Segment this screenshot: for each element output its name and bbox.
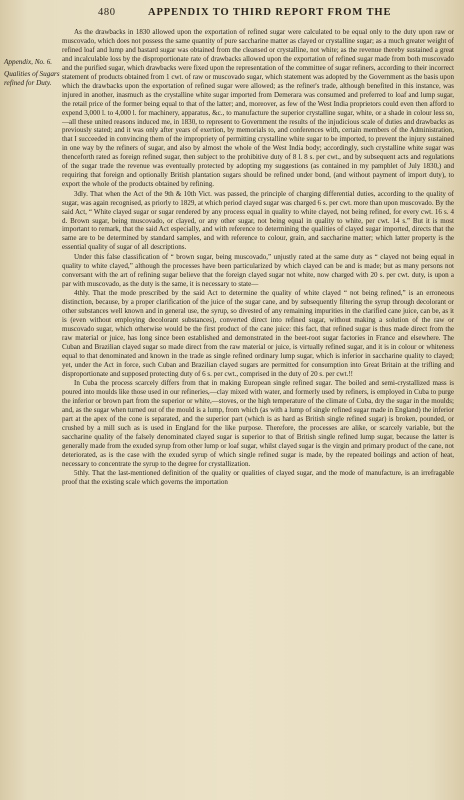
margin-notes xyxy=(4,58,60,91)
paragraph: 3dly. That when the Act of the 9th & 10th Vict. was passed, the principle of charging differential duties, according to the quality of sugar, was again recognised, as priorly to 1829, at which period clayed sugar was charged 6 s. per cwt. more than upon muscovado. By the said Act, “ White clayed sugar or sugar rendered by any process equal in quality to white clayed, not being refined, for every cwt. 16 s. 4 d. Brown sugar, being muscovado, or clayed, or any other sugar, not being equal in quality to white, per cwt. 14 s.” But it is most important to remark, that the said Act especially, and with reference to determining the qualities of clayed sugar imported, directs that the same are to be determined by standard samples, and with reference to colour, grain, and saccharine matter; which latter property is the essential quality of sugar of all descriptions. xyxy=(62,189,454,252)
margin-note-appendix: Appendix, No. 6. xyxy=(4,58,53,66)
page-header xyxy=(8,7,454,21)
paragraph: As the drawbacks in 1830 allowed upon the exportation of refined sugar were calculated to be equal only to the duty upon raw or muscovado, which does not possess the same quantity of pure saccharine matter as clayed or crystalline sugar; as a much greater weight of refined loaf and lump and bastard sugar was obtained from the cleansed or crystalline, not white; as the revenue thereby sustained a great and incalculable loss by the disproportionate rate of drawbacks allowed upon the exportation of refined sugar made from both muscovado and the purified sugar, which drawbacks were fixed upon the representation of the committee of sugar refiners, according to their incorrect statement of products obtained from 1 cwt. of raw or muscovado sugar, which statement was adopted by the Government as the basis upon which the drawbacks upon the exportation of refined sugar were allowed; as the refiner's trade, although benefited in this instance, was injured in another, inasmuch as the crystalline white sugar imported from Demerara was consumed and preferred to loaf and lump sugar, the retail price of the former being equal to that of the latter; and, moreover, as few of the West India proprietors could even then afford to expend 3,000 l. to 4,000 l. for machinery, apparatus, &c., to manufacture the superior crystalline sugar, white, or a shade in colour less so,—all these united reasons induced me, in 1830, to represent to Government the results of the injudicious scale of duties and drawbacks as previously stated; and it was only after years of exertion, by memorials to, and conferences with, certain members of the Administration, that I succeeded in convincing them of the impropriety of permitting crystalline white sugar to be imported, to prevent the injury sustained in one way by the refiners of sugar, and also by almost the whole of the West India body; accordingly, such crystalline white sugar was thenceforth rated as foreign refined sugar, then subject to the prohibitive duty of 8 l. 8 s. per cwt., and by subsequent acts and regulations of the sugar trade the revenue was eventually protected by adopting my suggestions (as contained in my pamphlet of July 1830,) and requiring that foreign and optionally British plantation sugars should be refined under bond, (and without payment of import duty), to export the whole of the products obtained by refining. xyxy=(62,28,454,189)
body-text xyxy=(62,28,454,487)
paragraph: 4thly. That the mode prescribed by the said Act to determine the quality of white clayed “ not being refined,” is an erroneous distinction, because, by a proper clarification of the juice of the sugar cane, and by subsequently filtering the syrup through decolorant or other substances well known and in general use, the syrup, so divested of any remaining impurities in the clarified cane juice, can be, as it is (even without employing decolorant substances), converted direct into refined sugar, without making a solution of the raw or muscovado sugar, which otherwise would be the first product of the cane juice: this fact, that refined sugar is thus made direct from the raw material or juice, has long since been established and demonstrated in the beet-root sugar factories in France and elsewhere. The Cuban and Brazilian clayed sugar so made direct from the raw material or juice, is virtually refined sugar, and it is in colour or whiteness equal to that denominated and known in the trade as single refined ordinary lump sugar, which is inferior in saccharine quality to clayed; yet, under the Act in force, such Cuban and Brazilian clayed sugars are permitted for consumption into Great Britain at the trifling and disproportionate and supposed protecting duty of 6 s. per cwt., comprised in the duty of 20 s. per cwt.!! xyxy=(62,289,454,378)
paragraph: In Cuba the process scarcely differs from that in making European single refined sugar. The boiled and semi-crystallized mass is poured into moulds like those used in our refineries,—clay mixed with water, and formerly used by refiners, is employed in Cuba to purge the inferior or brown part from the superior or white,—stoves, or the high temperature of the climate of Cuba, dry the sugar in the moulds; and, as the sugar when turned out of the mould is a lump, from which (as with a lump of single refined sugar made in England) the inferior part at the apex of the cone is separated, and the superior part (which is as hard as British single refined sugar) is broken, pounded, or crushed by a mill such as is used in England for the like purpose. Therefore, the processes are alike, or scarcely variable, but the saccharine quality of the falsely denominated clayed sugar is superior to that of British single refined lump sugar, because the latter is generally made from the exuded syrup from other lump or loaf sugar, whilst clayed sugar is the virgin and primary product of the cane, not deteriorated, as is the case with the exuded syrup of which single refined sugar is made, by the repeated boilings and action of heat, necessary to concentrate the syrup to the degree for crystallization. xyxy=(62,379,454,468)
running-title: APPENDIX TO THIRD REPORT FROM THE xyxy=(148,7,392,18)
page-number: 480 xyxy=(98,7,116,18)
margin-note-subject: Qualities of Sugars refined for Duty. xyxy=(4,70,60,87)
paragraph: 5thly. That the last-mentioned definition of the quality or qualities of clayed sugar, and the mode of manufacture, is an irrefragable proof that the existing scale which governs the importation xyxy=(62,469,454,487)
paragraph: Under this false classification of “ brown sugar, being muscovado,” unjustly rated at the same duty as “ clayed not being equal in quality to white clayed,” although the processes have been particularized by which clayed can be and is made; but as many persons not conversant with the art of refining sugar believe that the foreign clayed sugar not white, now charged with 20 s. per cwt. duty, is upon a par with muscovado, as the duty is the same, it is necessary to state— xyxy=(62,252,454,288)
